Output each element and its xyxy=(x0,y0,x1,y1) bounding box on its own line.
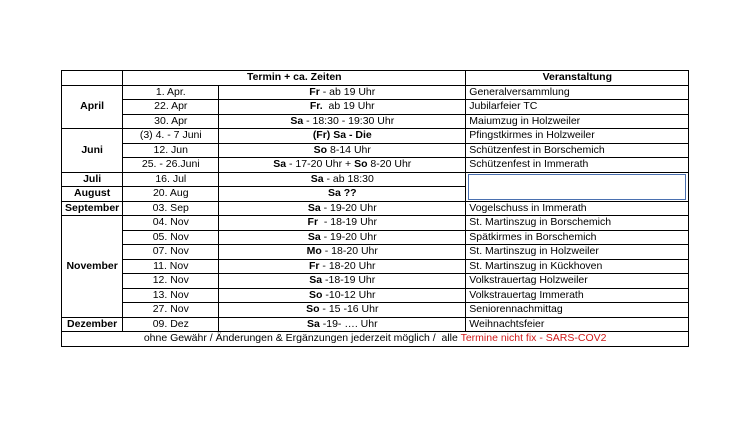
day-label: Mo xyxy=(306,245,322,258)
time-label: - 17-20 Uhr + xyxy=(286,158,355,171)
event-cell: Pfingstkirmes in Holzweiler xyxy=(466,129,689,144)
time-label: -19- …. Uhr xyxy=(319,317,378,330)
table-row xyxy=(62,172,689,187)
month-juli: Juli xyxy=(62,172,123,187)
time-label: -10-12 Uhr xyxy=(322,288,376,301)
time-cell xyxy=(219,216,466,231)
date-cell: 13. Nov xyxy=(123,288,219,303)
event-cell: St. Martinszug in Borschemich xyxy=(466,216,689,231)
day-label: Sa xyxy=(309,274,323,287)
date-cell: 11. Nov xyxy=(123,259,219,274)
table-row xyxy=(62,288,689,303)
table-row xyxy=(62,114,689,129)
day-label-2: So xyxy=(354,158,368,171)
month-april: April xyxy=(62,85,123,129)
event-cell: Maiumzug in Holzweiler xyxy=(466,114,689,129)
time-cell xyxy=(219,288,466,303)
header-event: Veranstaltung xyxy=(466,71,689,86)
table-row xyxy=(62,100,689,115)
time-label: -18-19 Uhr xyxy=(322,274,376,287)
date-cell: 07. Nov xyxy=(123,245,219,260)
time-cell xyxy=(219,85,466,100)
day-label: Sa ?? xyxy=(327,187,357,200)
date-cell: 22. Apr xyxy=(123,100,219,115)
day-label: Fr xyxy=(309,259,320,272)
footer-row xyxy=(62,332,689,347)
event-cell-selected[interactable] xyxy=(466,172,689,201)
day-label: Fr xyxy=(309,85,320,98)
day-label: Sa xyxy=(273,158,287,171)
time-label: - ab 19 Uhr xyxy=(319,85,376,98)
table-row xyxy=(62,274,689,289)
event-cell: St. Martinszug in Kückhoven xyxy=(466,259,689,274)
date-cell: 1. Apr. xyxy=(123,85,219,100)
time-label: - 15 -16 Uhr xyxy=(319,303,379,316)
table-row xyxy=(62,85,689,100)
day-label: Fr. xyxy=(309,100,323,113)
time-label: - 19-20 Uhr xyxy=(320,201,377,214)
day-label: Sa xyxy=(290,114,304,127)
date-cell: 12. Nov xyxy=(123,274,219,289)
event-cell: Schützenfest in Immerath xyxy=(466,158,689,173)
time-cell xyxy=(219,143,466,158)
date-cell: 03. Sep xyxy=(123,201,219,216)
table-row xyxy=(62,317,689,332)
time-cell xyxy=(219,201,466,216)
time-cell xyxy=(219,259,466,274)
table-row xyxy=(62,216,689,231)
header-month xyxy=(62,71,123,86)
header-time: Termin + ca. Zeiten xyxy=(123,71,466,86)
month-dezember: Dezember xyxy=(62,317,123,332)
time-cell xyxy=(219,274,466,289)
date-cell: (3) 4. - 7 Juni xyxy=(123,129,219,144)
month-november: November xyxy=(62,216,123,318)
date-cell: 04. Nov xyxy=(123,216,219,231)
date-cell: 16. Jul xyxy=(123,172,219,187)
day-label: Sa xyxy=(307,230,321,243)
time-label: 8-14 Uhr xyxy=(327,143,371,156)
time-label: - 19-20 Uhr xyxy=(320,230,377,243)
table-row xyxy=(62,245,689,260)
event-cell: Spätkirmes in Borschemich xyxy=(466,230,689,245)
month-august: August xyxy=(62,187,123,202)
day-label: Sa xyxy=(307,201,321,214)
date-cell: 20. Aug xyxy=(123,187,219,202)
date-cell: 09. Dez xyxy=(123,317,219,332)
time-label: - ab 18:30 xyxy=(323,172,374,185)
time-cell xyxy=(219,230,466,245)
date-cell: 05. Nov xyxy=(123,230,219,245)
footer-note xyxy=(62,332,689,347)
time-cell xyxy=(219,114,466,129)
day-label: Sa xyxy=(306,317,320,330)
footer-warning: Termine nicht fix - SARS-COV2 xyxy=(460,332,607,345)
time-cell xyxy=(219,172,466,187)
time-label-2: 8-20 Uhr xyxy=(367,158,412,171)
table-row xyxy=(62,201,689,216)
event-cell: Volkstrauertag Holzweiler xyxy=(466,274,689,289)
time-cell xyxy=(219,245,466,260)
day-label: (Fr) Sa - Die xyxy=(312,129,372,142)
time-cell xyxy=(219,100,466,115)
event-cell: St. Martinszug in Holzweiler xyxy=(466,245,689,260)
time-cell xyxy=(219,303,466,318)
time-cell xyxy=(219,129,466,144)
event-cell: Weihnachtsfeier xyxy=(466,317,689,332)
time-label: - 18-20 Uhr xyxy=(321,245,378,258)
table-row xyxy=(62,230,689,245)
table-row xyxy=(62,129,689,144)
event-cell: Volkstrauertag Immerath xyxy=(466,288,689,303)
footer-disclaimer: ohne Gewähr / Änderungen & Ergänzungen jederzeit möglich / alle xyxy=(143,332,461,345)
day-label: So xyxy=(313,143,328,156)
header-row xyxy=(62,71,689,86)
time-label: - 18:30 - 19:30 Uhr xyxy=(303,114,395,127)
day-label: So xyxy=(309,288,323,301)
table-row xyxy=(62,259,689,274)
event-cell: Jubilarfeier TC xyxy=(466,100,689,115)
table-row xyxy=(62,303,689,318)
date-cell: 25. - 26.Juni xyxy=(123,158,219,173)
month-september: September xyxy=(62,201,123,216)
time-label: ab 19 Uhr xyxy=(322,100,375,113)
time-label: - 18-20 Uhr xyxy=(319,259,376,272)
date-cell: 12. Jun xyxy=(123,143,219,158)
event-cell: Generalversammlung xyxy=(466,85,689,100)
day-label: Sa xyxy=(310,172,324,185)
day-label: Fr xyxy=(307,216,319,229)
month-juni: Juni xyxy=(62,129,123,173)
event-cell: Seniorennachmittag xyxy=(466,303,689,318)
schedule-table xyxy=(61,70,689,347)
event-cell: Vogelschuss in Immerath xyxy=(466,201,689,216)
time-cell xyxy=(219,158,466,173)
table-row xyxy=(62,143,689,158)
time-cell xyxy=(219,187,466,202)
date-cell: 27. Nov xyxy=(123,303,219,318)
event-cell: Schützenfest in Borschemich xyxy=(466,143,689,158)
table-row xyxy=(62,158,689,173)
time-label: - 18-19 Uhr xyxy=(318,216,377,229)
time-cell xyxy=(219,317,466,332)
day-label: So xyxy=(306,303,320,316)
selection-box xyxy=(468,174,686,200)
date-cell: 30. Apr xyxy=(123,114,219,129)
